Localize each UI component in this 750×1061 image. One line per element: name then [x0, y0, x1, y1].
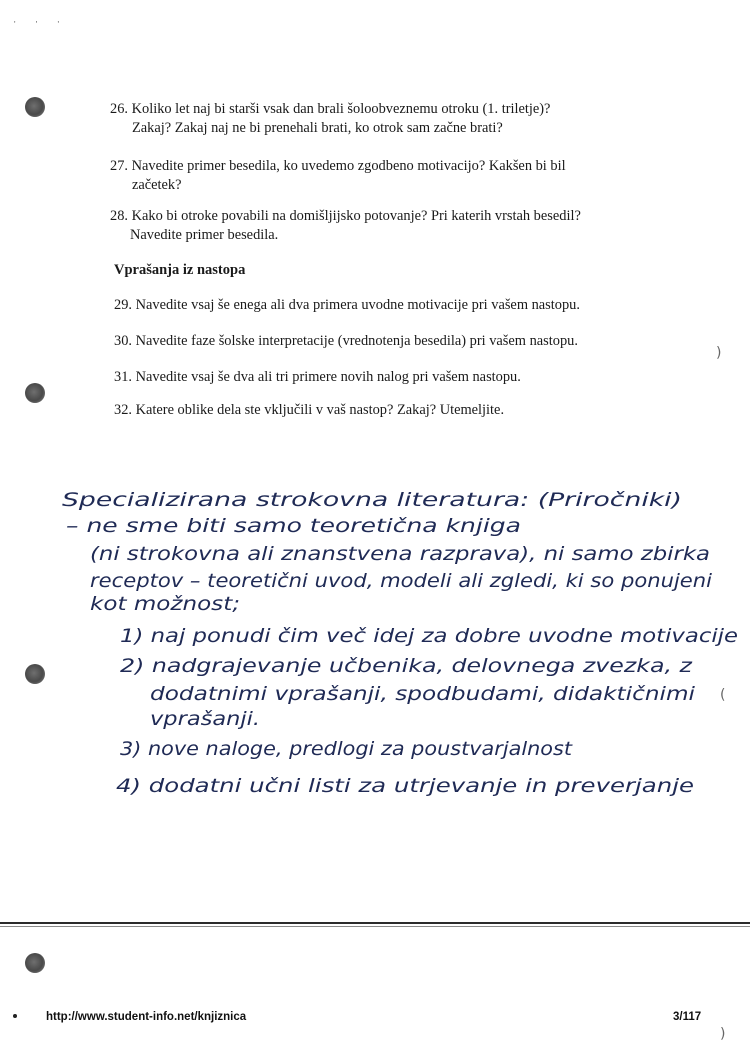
- handwritten-line: 4) dodatni učni listi za utrjevanje in preverjanje: [116, 775, 694, 797]
- section-title: Vprašanja iz nastopa: [114, 262, 246, 278]
- question-text: Navedite faze šolske interpretacije (vrednotenja besedila) pri vašem nastopu.: [135, 333, 578, 349]
- question-number: 27.: [110, 158, 128, 174]
- handwritten-line: kot možnost;: [90, 593, 240, 615]
- question-number: 26.: [110, 101, 128, 117]
- handwritten-line: receptov – teoretični uvod, modeli ali zgledi, ki so ponujeni: [90, 570, 713, 592]
- footer-rule-thin: [0, 926, 750, 927]
- question-number: 31.: [114, 369, 132, 385]
- handwritten-line: dodatnimi vprašanji, spodbudami, didaktičnimi: [150, 683, 696, 705]
- handwritten-line: 2) nadgrajevanje učbenika, delovnega zvezka, z: [120, 655, 694, 677]
- handwritten-line: vprašanji.: [150, 708, 260, 730]
- question-text-line1: Kako bi otroke povabili na domišljijsko potovanje? Pri katerih vrstah besedil?: [131, 208, 581, 224]
- handwritten-line: 3) nove naloge, predlogi za poustvarjalnost: [120, 738, 574, 760]
- handwritten-line: – ne sme biti samo teoretična knjiga: [66, 515, 521, 537]
- question-number: 30.: [114, 333, 132, 349]
- question-number: 28.: [110, 208, 128, 224]
- handwritten-line: (ni strokovna ali znanstvena razprava), ni samo zbirka: [90, 543, 710, 565]
- footer-url[interactable]: http://www.student-info.net/knjiznica: [46, 1011, 247, 1023]
- handwritten-line: 1) naj ponudi čim več idej za dobre uvodne motivacije: [120, 625, 738, 647]
- margin-mark: ): [720, 1026, 726, 1042]
- handwritten-line: Specializirana strokovna literatura: (Priročniki): [62, 489, 682, 511]
- question-text-line1: Koliko let naj bi starši vsak dan brali šoloobveznemu otroku (1. triletje)?: [131, 101, 551, 117]
- question-text: Katere oblike dela ste vključili v vaš nastop? Zakaj? Utemeljite.: [135, 402, 505, 418]
- question-text-line1: Navedite primer besedila, ko uvedemo zgodbeno motivacijo? Kakšen bi bil: [131, 158, 566, 174]
- footer-bullet: [13, 1014, 17, 1018]
- question-text-line2: Zakaj? Zakaj naj ne bi prenehali brati, ko otrok sam začne brati?: [132, 120, 503, 136]
- scan-specks: ' ' ': [14, 20, 69, 29]
- question-text: Navedite vsaj še dva ali tri primere novih nalog pri vašem nastopu.: [135, 369, 521, 385]
- question-number: 32.: [114, 402, 132, 418]
- question-text-line2: Navedite primer besedila.: [130, 227, 279, 243]
- question-text-line2: začetek?: [132, 177, 182, 193]
- question-text: Navedite vsaj še enega ali dva primera uvodne motivacije pri vašem nastopu.: [135, 297, 580, 313]
- margin-mark: (: [720, 687, 726, 703]
- page-number: 3/117: [673, 1011, 702, 1023]
- question-number: 29.: [114, 297, 132, 313]
- margin-mark: ): [716, 345, 722, 361]
- footer-rule: [0, 922, 750, 924]
